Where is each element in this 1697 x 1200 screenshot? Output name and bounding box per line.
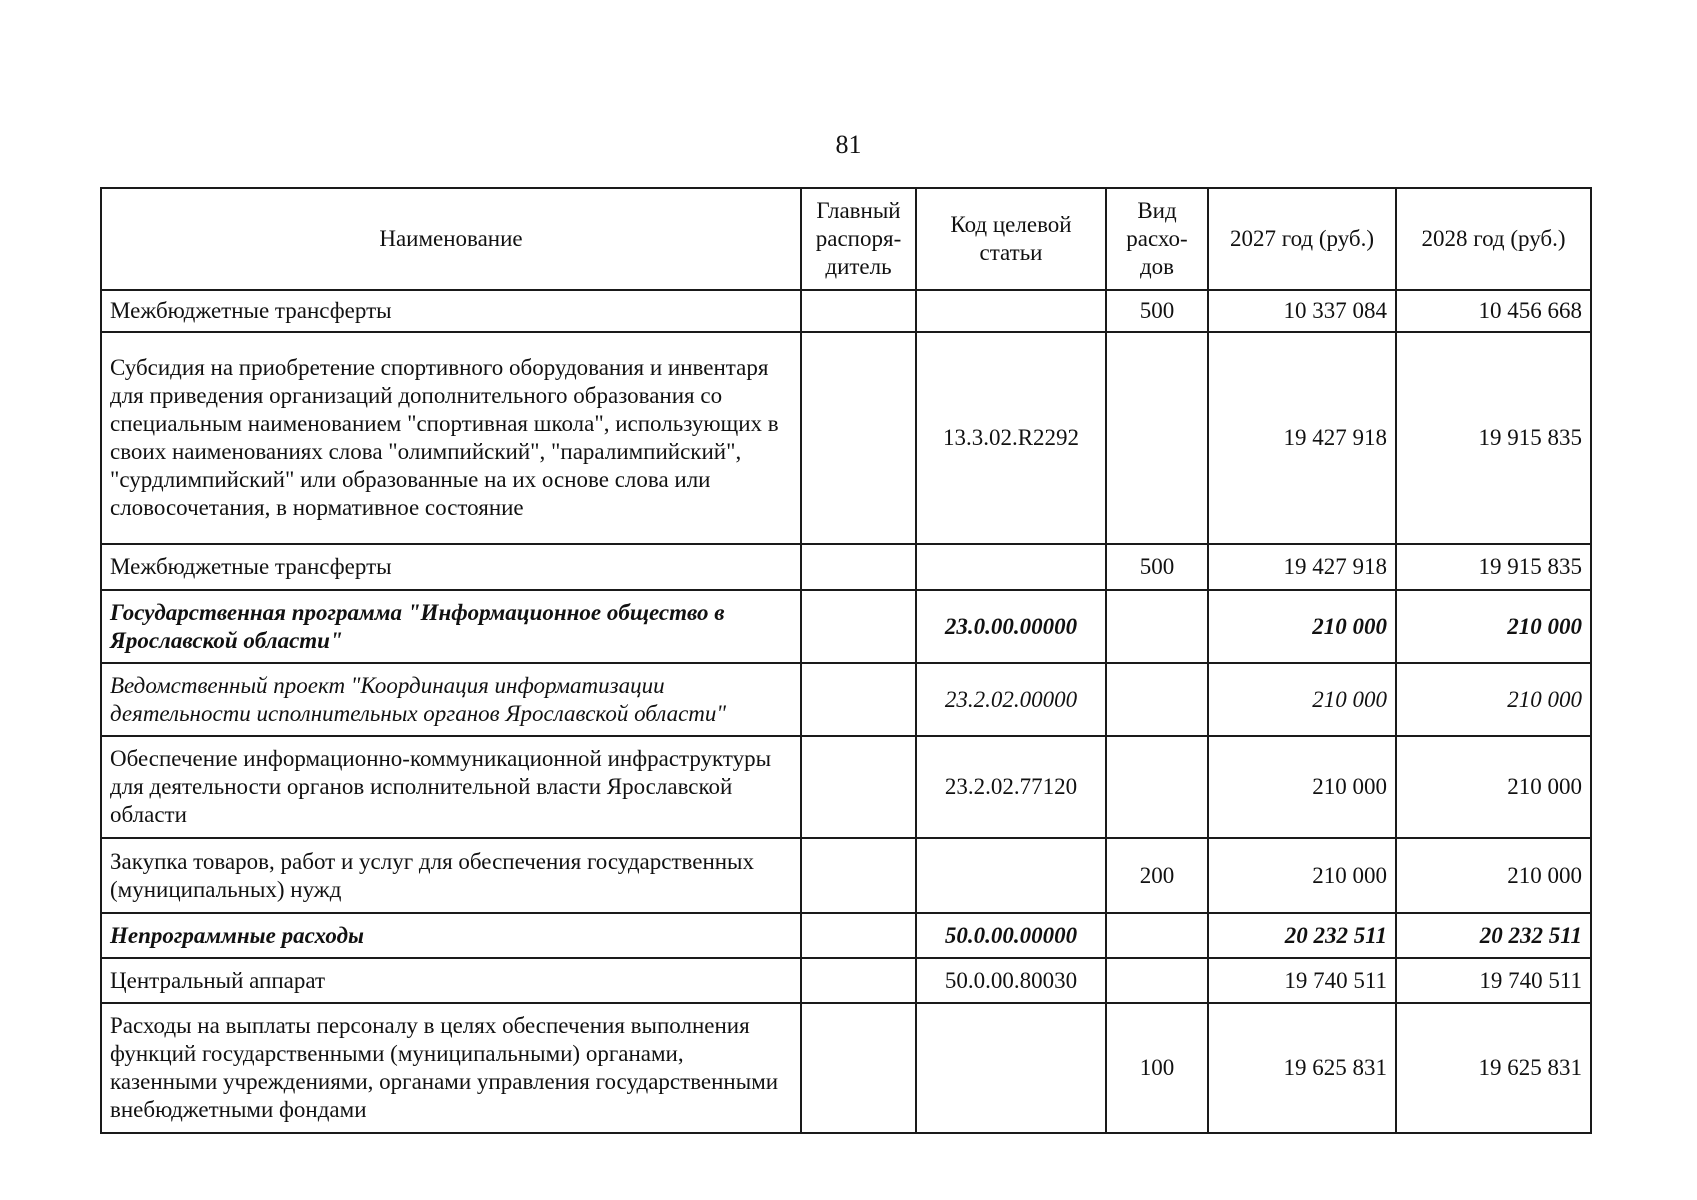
row-year-2028: 210 000 (1396, 736, 1591, 838)
header-year-2027: 2027 год (руб.) (1208, 188, 1396, 290)
header-type: Вид расхо-дов (1106, 188, 1208, 290)
row-code (916, 838, 1106, 913)
row-type: 200 (1106, 838, 1208, 913)
table-row (101, 663, 1591, 736)
row-year-2027: 210 000 (1208, 663, 1396, 736)
table-row (101, 1003, 1591, 1133)
row-year-2028: 19 625 831 (1396, 1003, 1591, 1133)
header-admin: Главный распоря-дитель (801, 188, 916, 290)
row-name: Закупка товаров, работ и услуг для обеспечения государственных (муниципальных) нужд (101, 838, 801, 913)
table-row (101, 913, 1591, 958)
row-admin (801, 913, 916, 958)
row-code: 50.0.00.80030 (916, 958, 1106, 1003)
row-year-2027: 19 427 918 (1208, 332, 1396, 544)
row-code: 23.2.02.00000 (916, 663, 1106, 736)
row-code (916, 544, 1106, 590)
row-code (916, 290, 1106, 332)
header-name: Наименование (101, 188, 801, 290)
row-year-2028: 20 232 511 (1396, 913, 1591, 958)
row-name: Межбюджетные трансферты (101, 544, 801, 590)
row-type: 100 (1106, 1003, 1208, 1133)
table-row (101, 838, 1591, 913)
row-name: Государственная программа "Информационное общество в Ярославской области" (101, 590, 801, 663)
row-type: 500 (1106, 544, 1208, 590)
table-row (101, 544, 1591, 590)
header-year-2028: 2028 год (руб.) (1396, 188, 1591, 290)
row-year-2027: 19 625 831 (1208, 1003, 1396, 1133)
row-year-2028: 210 000 (1396, 838, 1591, 913)
row-name: Центральный аппарат (101, 958, 801, 1003)
row-year-2027: 210 000 (1208, 838, 1396, 913)
row-admin (801, 1003, 916, 1133)
row-admin (801, 332, 916, 544)
table-row (101, 958, 1591, 1003)
row-code: 13.3.02.R2292 (916, 332, 1106, 544)
row-type: 500 (1106, 290, 1208, 332)
row-name: Субсидия на приобретение спортивного оборудования и инвентаря для приведения организаций дополнительного образования со специальным наименованием "спортивная школа", использующих в своих наименованиях слова "олимпийский", "паралимпийский", "сурдлимпийский" или образованные на их основе слова или словосочетания, в нормативное состояние (101, 332, 801, 544)
row-name: Межбюджетные трансферты (101, 290, 801, 332)
row-name: Непрограммные расходы (101, 913, 801, 958)
row-year-2027: 210 000 (1208, 590, 1396, 663)
row-admin (801, 290, 916, 332)
row-name: Расходы на выплаты персоналу в целях обеспечения выполнения функций государственными (муниципальными) органами, казенными учреждениями, органами управления государственными внебюджетными фондами (101, 1003, 801, 1133)
row-type (1106, 958, 1208, 1003)
row-year-2027: 19 740 511 (1208, 958, 1396, 1003)
row-year-2028: 19 740 511 (1396, 958, 1591, 1003)
row-year-2027: 20 232 511 (1208, 913, 1396, 958)
row-year-2027: 19 427 918 (1208, 544, 1396, 590)
row-name: Обеспечение информационно-коммуникационной инфраструктуры для деятельности органов исполнительной власти Ярославской области (101, 736, 801, 838)
row-admin (801, 838, 916, 913)
row-year-2028: 210 000 (1396, 663, 1591, 736)
row-admin (801, 544, 916, 590)
row-type (1106, 332, 1208, 544)
row-admin (801, 958, 916, 1003)
row-code: 50.0.00.00000 (916, 913, 1106, 958)
row-type (1106, 913, 1208, 958)
row-year-2027: 210 000 (1208, 736, 1396, 838)
table-row (101, 590, 1591, 663)
row-code: 23.2.02.77120 (916, 736, 1106, 838)
row-year-2027: 10 337 084 (1208, 290, 1396, 332)
table-row (101, 290, 1591, 332)
row-admin (801, 590, 916, 663)
row-year-2028: 210 000 (1396, 590, 1591, 663)
header-code: Код целевой статьи (916, 188, 1106, 290)
page-number: 81 (835, 130, 862, 159)
row-code: 23.0.00.00000 (916, 590, 1106, 663)
row-type (1106, 663, 1208, 736)
row-type (1106, 736, 1208, 838)
row-year-2028: 10 456 668 (1396, 290, 1591, 332)
row-year-2028: 19 915 835 (1396, 544, 1591, 590)
row-name: Ведомственный проект "Координация информатизации деятельности исполнительных органов Ярославской области" (101, 663, 801, 736)
budget-table (100, 187, 1592, 1134)
row-type (1106, 590, 1208, 663)
table-row (101, 332, 1591, 544)
row-admin (801, 736, 916, 838)
table-row (101, 736, 1591, 838)
row-year-2028: 19 915 835 (1396, 332, 1591, 544)
table-header-row (101, 188, 1591, 290)
row-code (916, 1003, 1106, 1133)
row-admin (801, 663, 916, 736)
